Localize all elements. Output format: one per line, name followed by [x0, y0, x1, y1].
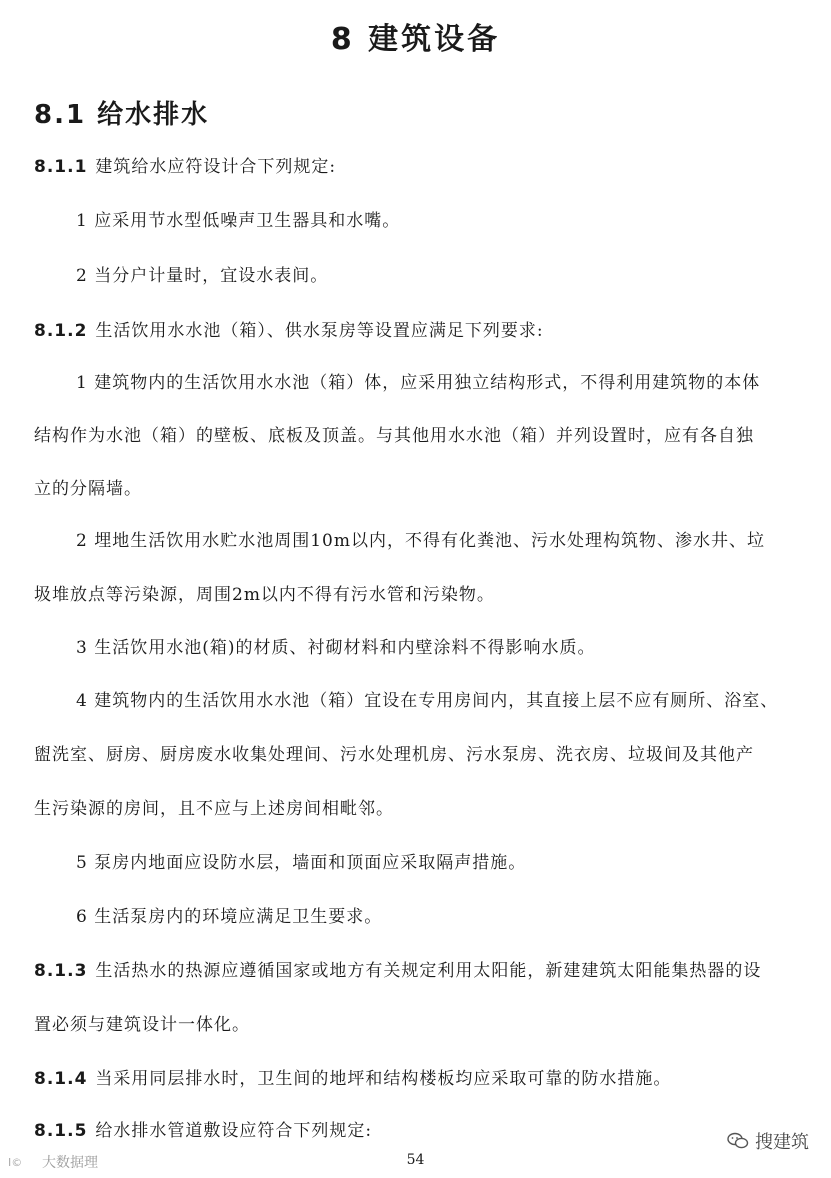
clause-8-1-1-item-1: 1 应采用节水型低噪声卫生器具和水嘴。 — [76, 211, 401, 231]
clause-8-1-2-item-2-line-1: 2 埋地生活饮用水贮水池周围10m以内，不得有化粪池、污水处理构筑物、渗水井、垃 — [76, 531, 765, 551]
svg-text:I©: I© — [8, 1156, 23, 1169]
clause-8-1-2 — [34, 316, 544, 341]
clause-8-1-2-item-1-line-1: 1 建筑物内的生活饮用水水池（箱）体，应采用独立结构形式，不得利用建筑物的本体 — [76, 373, 761, 393]
clause-8-1-3 — [34, 956, 761, 981]
clause-8-1-2-item-1-line-2: 结构作为水池（箱）的壁板、底板及顶盖。与其他用水水池（箱）并列设置时，应有各自独 — [34, 426, 754, 446]
clause-8-1-4 — [34, 1064, 671, 1089]
page-number: 54 — [406, 1152, 425, 1168]
clause-8-1-5 — [34, 1116, 372, 1141]
clause-8-1-2-item-5: 5 泵房内地面应设防水层，墙面和顶面应采取隔声措施。 — [76, 853, 527, 873]
clause-number: 8.1.2 — [34, 321, 88, 341]
clause-8-1-2-item-4-line-3: 生污染源的房间，且不应与上述房间相毗邻。 — [34, 799, 394, 819]
clause-8-1-2-item-3: 3 生活饮用水池(箱)的材质、衬砌材料和内壁涂料不得影响水质。 — [76, 638, 596, 658]
clause-number: 8.1.4 — [34, 1069, 88, 1089]
watermark-text: 搜建筑 — [755, 1132, 809, 1153]
clause-8-1-2-item-1-line-3: 立的分隔墙。 — [34, 479, 142, 499]
clause-number: 8.1.5 — [34, 1121, 88, 1141]
clause-text: 建筑给水应符设计合下列规定: — [95, 157, 337, 177]
clause-text: 生活饮用水水池（箱）、供水泵房等设置应满足下列要求: — [95, 321, 544, 341]
watermark-text: 大数据理 — [42, 1155, 98, 1171]
clause-number: 8.1.1 — [34, 157, 88, 177]
clause-8-1-2-item-2-line-2: 圾堆放点等污染源，周围2m以内不得有污水管和污染物。 — [34, 585, 495, 605]
clause-8-1-1 — [34, 152, 336, 177]
clause-number: 8.1.3 — [34, 961, 88, 981]
wechat-icon — [727, 1132, 749, 1150]
clause-8-1-2-item-6: 6 生活泵房内的环境应满足卫生要求。 — [76, 907, 383, 927]
clause-8-1-3-line-2: 置必须与建筑设计一体化。 — [34, 1015, 250, 1035]
chapter-title: 8 建筑设备 — [330, 22, 501, 57]
clause-8-1-2-item-4-line-1: 4 建筑物内的生活饮用水水池（箱）宜设在专用房间内，其直接上层不应有厕所、浴室、 — [76, 691, 779, 711]
clause-text-line-1: 生活热水的热源应遵循国家或地方有关规定利用太阳能，新建建筑太阳能集热器的设 — [95, 961, 762, 981]
clause-text: 当采用同层排水时，卫生间的地坪和结构楼板均应采取可靠的防水措施。 — [95, 1069, 672, 1089]
clause-8-1-1-item-2: 2 当分户计量时，宜设水表间。 — [76, 266, 329, 286]
clause-8-1-2-item-4-line-2: 盥洗室、厨房、厨房废水收集处理间、污水处理机房、污水泵房、洗衣房、垃圾间及其他产 — [34, 745, 754, 765]
section-title: 8.1 给水排水 — [34, 100, 210, 130]
watermark-right — [727, 1128, 809, 1154]
logo-icon — [8, 1155, 38, 1169]
watermark-left — [8, 1152, 98, 1172]
clause-text: 给水排水管道敷设应符合下列规定: — [95, 1121, 373, 1141]
